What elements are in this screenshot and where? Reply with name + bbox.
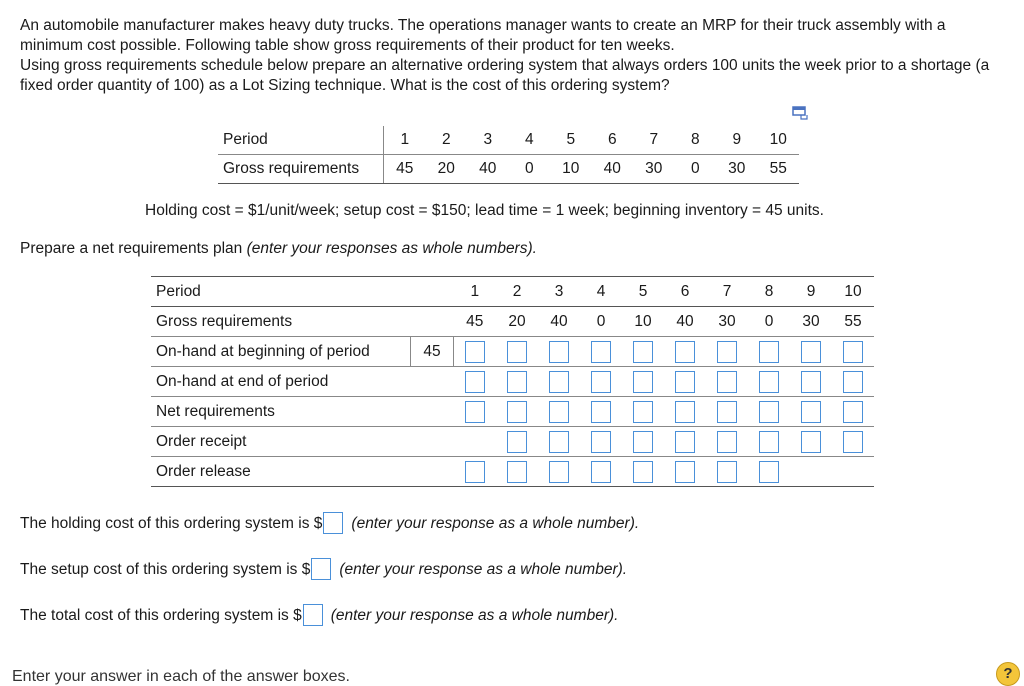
answer-cell: [622, 427, 664, 457]
answer-cell: [790, 367, 832, 397]
plan-receipt-label: Order receipt: [151, 427, 411, 457]
period-cell: 10: [758, 126, 800, 155]
answer-cell: [580, 427, 622, 457]
setup-cost-text: The setup cost of this ordering system is $: [20, 561, 311, 578]
gross-value-cell: 40: [592, 155, 634, 184]
period-cell: 8: [675, 126, 717, 155]
answer-cell: [664, 367, 706, 397]
total-cost-question: [20, 604, 618, 626]
answer-cell: [790, 337, 832, 367]
answer-cell: [622, 337, 664, 367]
prepare-instruction: [20, 240, 537, 258]
onhand-begin-input[interactable]: [759, 341, 779, 363]
plan-gross-cell: 30: [706, 307, 748, 337]
gross-table-values-row: [218, 155, 799, 184]
plan-period-cell: 1: [454, 277, 497, 307]
order-release-input[interactable]: [633, 461, 653, 483]
onhand-begin-input[interactable]: [549, 341, 569, 363]
order-receipt-input[interactable]: [801, 431, 821, 453]
order-release-input[interactable]: [465, 461, 485, 483]
answer-cell: [454, 397, 497, 427]
onhand-end-input[interactable]: [633, 371, 653, 393]
total-cost-hint: (enter your response as a whole number).: [330, 607, 619, 624]
plan-period-cell: 7: [706, 277, 748, 307]
onhand-end-input[interactable]: [549, 371, 569, 393]
plan-period-cell: 4: [580, 277, 622, 307]
empty-cell: [411, 367, 454, 397]
plan-period-cell: 5: [622, 277, 664, 307]
help-icon[interactable]: ?: [996, 662, 1020, 686]
answer-cell: [748, 427, 790, 457]
onhand-begin-input[interactable]: [591, 341, 611, 363]
plan-period-row: [151, 277, 874, 307]
onhand-end-input[interactable]: [591, 371, 611, 393]
plan-period-cell: 3: [538, 277, 580, 307]
plan-period-cell: 10: [832, 277, 874, 307]
empty-cell: [411, 277, 454, 307]
period-cell: 6: [592, 126, 634, 155]
net-requirements-input[interactable]: [591, 401, 611, 423]
answer-cell: [832, 427, 874, 457]
plan-gross-cell: 0: [580, 307, 622, 337]
order-receipt-input[interactable]: [717, 431, 737, 453]
period-label: Period: [218, 126, 384, 155]
answer-cell: [664, 457, 706, 487]
setup-cost-input[interactable]: [311, 558, 331, 580]
order-release-input[interactable]: [591, 461, 611, 483]
plan-period-cell: 8: [748, 277, 790, 307]
holding-cost-input[interactable]: [323, 512, 343, 534]
holding-cost-hint: (enter your response as a whole number).: [351, 515, 640, 532]
answer-cell: [454, 457, 497, 487]
net-requirements-input[interactable]: [717, 401, 737, 423]
plan-period-cell: 6: [664, 277, 706, 307]
plan-onhand-begin-label: On-hand at beginning of period: [151, 337, 411, 367]
answer-cell: [832, 397, 874, 427]
order-receipt-input[interactable]: [843, 431, 863, 453]
order-receipt-input[interactable]: [675, 431, 695, 453]
gross-label: Gross requirements: [218, 155, 384, 184]
answer-cell: [790, 397, 832, 427]
prepare-hint: (enter your responses as whole numbers).: [246, 240, 537, 257]
net-requirements-input[interactable]: [843, 401, 863, 423]
onhand-begin-input[interactable]: [843, 341, 863, 363]
answer-cell: [748, 367, 790, 397]
answer-cell: [454, 337, 497, 367]
plan-gross-label: Gross requirements: [151, 307, 411, 337]
footer-instruction: Enter your answer in each of the answer boxes.: [12, 668, 350, 685]
onhand-end-input[interactable]: [465, 371, 485, 393]
onhand-end-input[interactable]: [675, 371, 695, 393]
net-requirements-input[interactable]: [675, 401, 695, 423]
answer-cell: [580, 337, 622, 367]
plan-gross-cell: 55: [832, 307, 874, 337]
plan-gross-cell: 40: [538, 307, 580, 337]
plan-onhand-end-row: [151, 367, 874, 397]
order-receipt-input[interactable]: [759, 431, 779, 453]
setup-cost-hint: (enter your response as a whole number).: [339, 561, 628, 578]
answer-cell: [706, 367, 748, 397]
total-cost-text: The total cost of this ordering system is $: [20, 607, 302, 624]
gross-value-cell: 0: [675, 155, 717, 184]
order-release-input[interactable]: [759, 461, 779, 483]
period-cell: 3: [467, 126, 509, 155]
gross-value-cell: 30: [633, 155, 675, 184]
onhand-end-input[interactable]: [717, 371, 737, 393]
period-cell: 7: [633, 126, 675, 155]
cost-parameters: Holding cost = $1/unit/week; setup cost = $150; lead time = 1 week; beginning inventory = 45 units.: [145, 202, 824, 219]
prepare-text: Prepare a net requirements plan: [20, 240, 247, 257]
period-cell: 2: [426, 126, 468, 155]
net-requirements-input[interactable]: [465, 401, 485, 423]
gross-value-cell: 10: [550, 155, 592, 184]
answer-cell: [790, 427, 832, 457]
net-requirements-plan-table: [151, 276, 874, 487]
answer-cell: [748, 337, 790, 367]
empty-cell: [411, 457, 454, 487]
plan-gross-cell: 20: [496, 307, 538, 337]
onhand-end-input[interactable]: [507, 371, 527, 393]
empty-cell: [790, 457, 832, 487]
plan-gross-cell: 45: [454, 307, 497, 337]
period-cell: 9: [716, 126, 758, 155]
order-receipt-input[interactable]: [507, 431, 527, 453]
holding-cost-question: [20, 512, 639, 534]
answer-cell: [496, 397, 538, 427]
answer-cell: [664, 337, 706, 367]
answer-cell: [580, 397, 622, 427]
plan-onhand-begin-row: [151, 337, 874, 367]
plan-release-row: [151, 457, 874, 487]
answer-cell: [832, 337, 874, 367]
answer-cell: [622, 457, 664, 487]
order-receipt-input[interactable]: [591, 431, 611, 453]
net-requirements-input[interactable]: [549, 401, 569, 423]
answer-cell: [538, 457, 580, 487]
net-requirements-input[interactable]: [507, 401, 527, 423]
order-release-input[interactable]: [675, 461, 695, 483]
gross-value-cell: 40: [467, 155, 509, 184]
gross-table-period-row: [218, 126, 799, 155]
plan-release-label: Order release: [151, 457, 411, 487]
empty-cell: [411, 397, 454, 427]
answer-cell: [622, 367, 664, 397]
answer-cell: [580, 367, 622, 397]
gross-value-cell: 20: [426, 155, 468, 184]
answer-cell: [496, 457, 538, 487]
answer-cell: [454, 367, 497, 397]
onhand-begin-input[interactable]: [507, 341, 527, 363]
order-release-input[interactable]: [507, 461, 527, 483]
gross-value-cell: 55: [758, 155, 800, 184]
order-receipt-input[interactable]: [549, 431, 569, 453]
plan-gross-cell: 30: [790, 307, 832, 337]
holding-cost-text: The holding cost of this ordering system is $: [20, 515, 323, 532]
net-requirements-input[interactable]: [801, 401, 821, 423]
onhand-end-input[interactable]: [759, 371, 779, 393]
onhand-begin-input[interactable]: [633, 341, 653, 363]
plan-period-cell: 2: [496, 277, 538, 307]
answer-cell: [748, 397, 790, 427]
answer-cell: [496, 337, 538, 367]
period-cell: 4: [509, 126, 551, 155]
problem-paragraph-1: An automobile manufacturer makes heavy duty trucks. The operations manager wants to create an MRP for their truck assembly with a minimum cost possible. Following table show gross requirements of their product for ten weeks.: [20, 17, 946, 54]
answer-cell: [622, 397, 664, 427]
plan-period-label: Period: [151, 277, 411, 307]
plan-gross-cell: 0: [748, 307, 790, 337]
answer-cell: [496, 427, 538, 457]
answer-cell: [706, 457, 748, 487]
problem-statement: [20, 16, 1010, 96]
plan-receipt-row: [151, 427, 874, 457]
answer-cell: [664, 427, 706, 457]
empty-cell: [411, 307, 454, 337]
net-requirements-input[interactable]: [633, 401, 653, 423]
beginning-inventory-value: 45: [411, 337, 454, 367]
answer-cell: [706, 397, 748, 427]
period-cell: 5: [550, 126, 592, 155]
plan-period-cell: 9: [790, 277, 832, 307]
setup-cost-question: [20, 558, 627, 580]
plan-net-label: Net requirements: [151, 397, 411, 427]
onhand-begin-input[interactable]: [717, 341, 737, 363]
empty-cell: [832, 457, 874, 487]
gross-requirements-table: [218, 126, 799, 184]
gross-value-cell: 30: [716, 155, 758, 184]
answer-cell: [748, 457, 790, 487]
order-release-input[interactable]: [717, 461, 737, 483]
period-cell: 1: [384, 126, 426, 155]
answer-cell: [496, 367, 538, 397]
answer-cell: [538, 397, 580, 427]
answer-cell: [538, 427, 580, 457]
plan-gross-row: [151, 307, 874, 337]
answer-cell: [538, 367, 580, 397]
answer-cell: [706, 337, 748, 367]
copy-table-icon[interactable]: [792, 106, 808, 120]
answer-cell: [538, 337, 580, 367]
net-requirements-input[interactable]: [759, 401, 779, 423]
onhand-begin-input[interactable]: [801, 341, 821, 363]
answer-cell: [706, 427, 748, 457]
gross-value-cell: 45: [384, 155, 426, 184]
gross-value-cell: 0: [509, 155, 551, 184]
order-release-input[interactable]: [549, 461, 569, 483]
onhand-begin-input[interactable]: [675, 341, 695, 363]
empty-cell: [411, 427, 454, 457]
plan-net-row: [151, 397, 874, 427]
onhand-end-input[interactable]: [801, 371, 821, 393]
answer-cell: [580, 457, 622, 487]
answer-cell: [832, 367, 874, 397]
total-cost-input[interactable]: [303, 604, 323, 626]
problem-paragraph-2: Using gross requirements schedule below prepare an alternative ordering system that always orders 100 units the week prior to a shortage (a fixed order quantity of 100) as a Lot Sizing technique. What is the cost of this ordering system?: [20, 57, 990, 94]
onhand-end-input[interactable]: [843, 371, 863, 393]
empty-cell: [454, 427, 497, 457]
plan-gross-cell: 40: [664, 307, 706, 337]
answer-cell: [664, 397, 706, 427]
order-receipt-input[interactable]: [633, 431, 653, 453]
plan-gross-cell: 10: [622, 307, 664, 337]
plan-onhand-end-label: On-hand at end of period: [151, 367, 411, 397]
onhand-begin-input[interactable]: [465, 341, 485, 363]
